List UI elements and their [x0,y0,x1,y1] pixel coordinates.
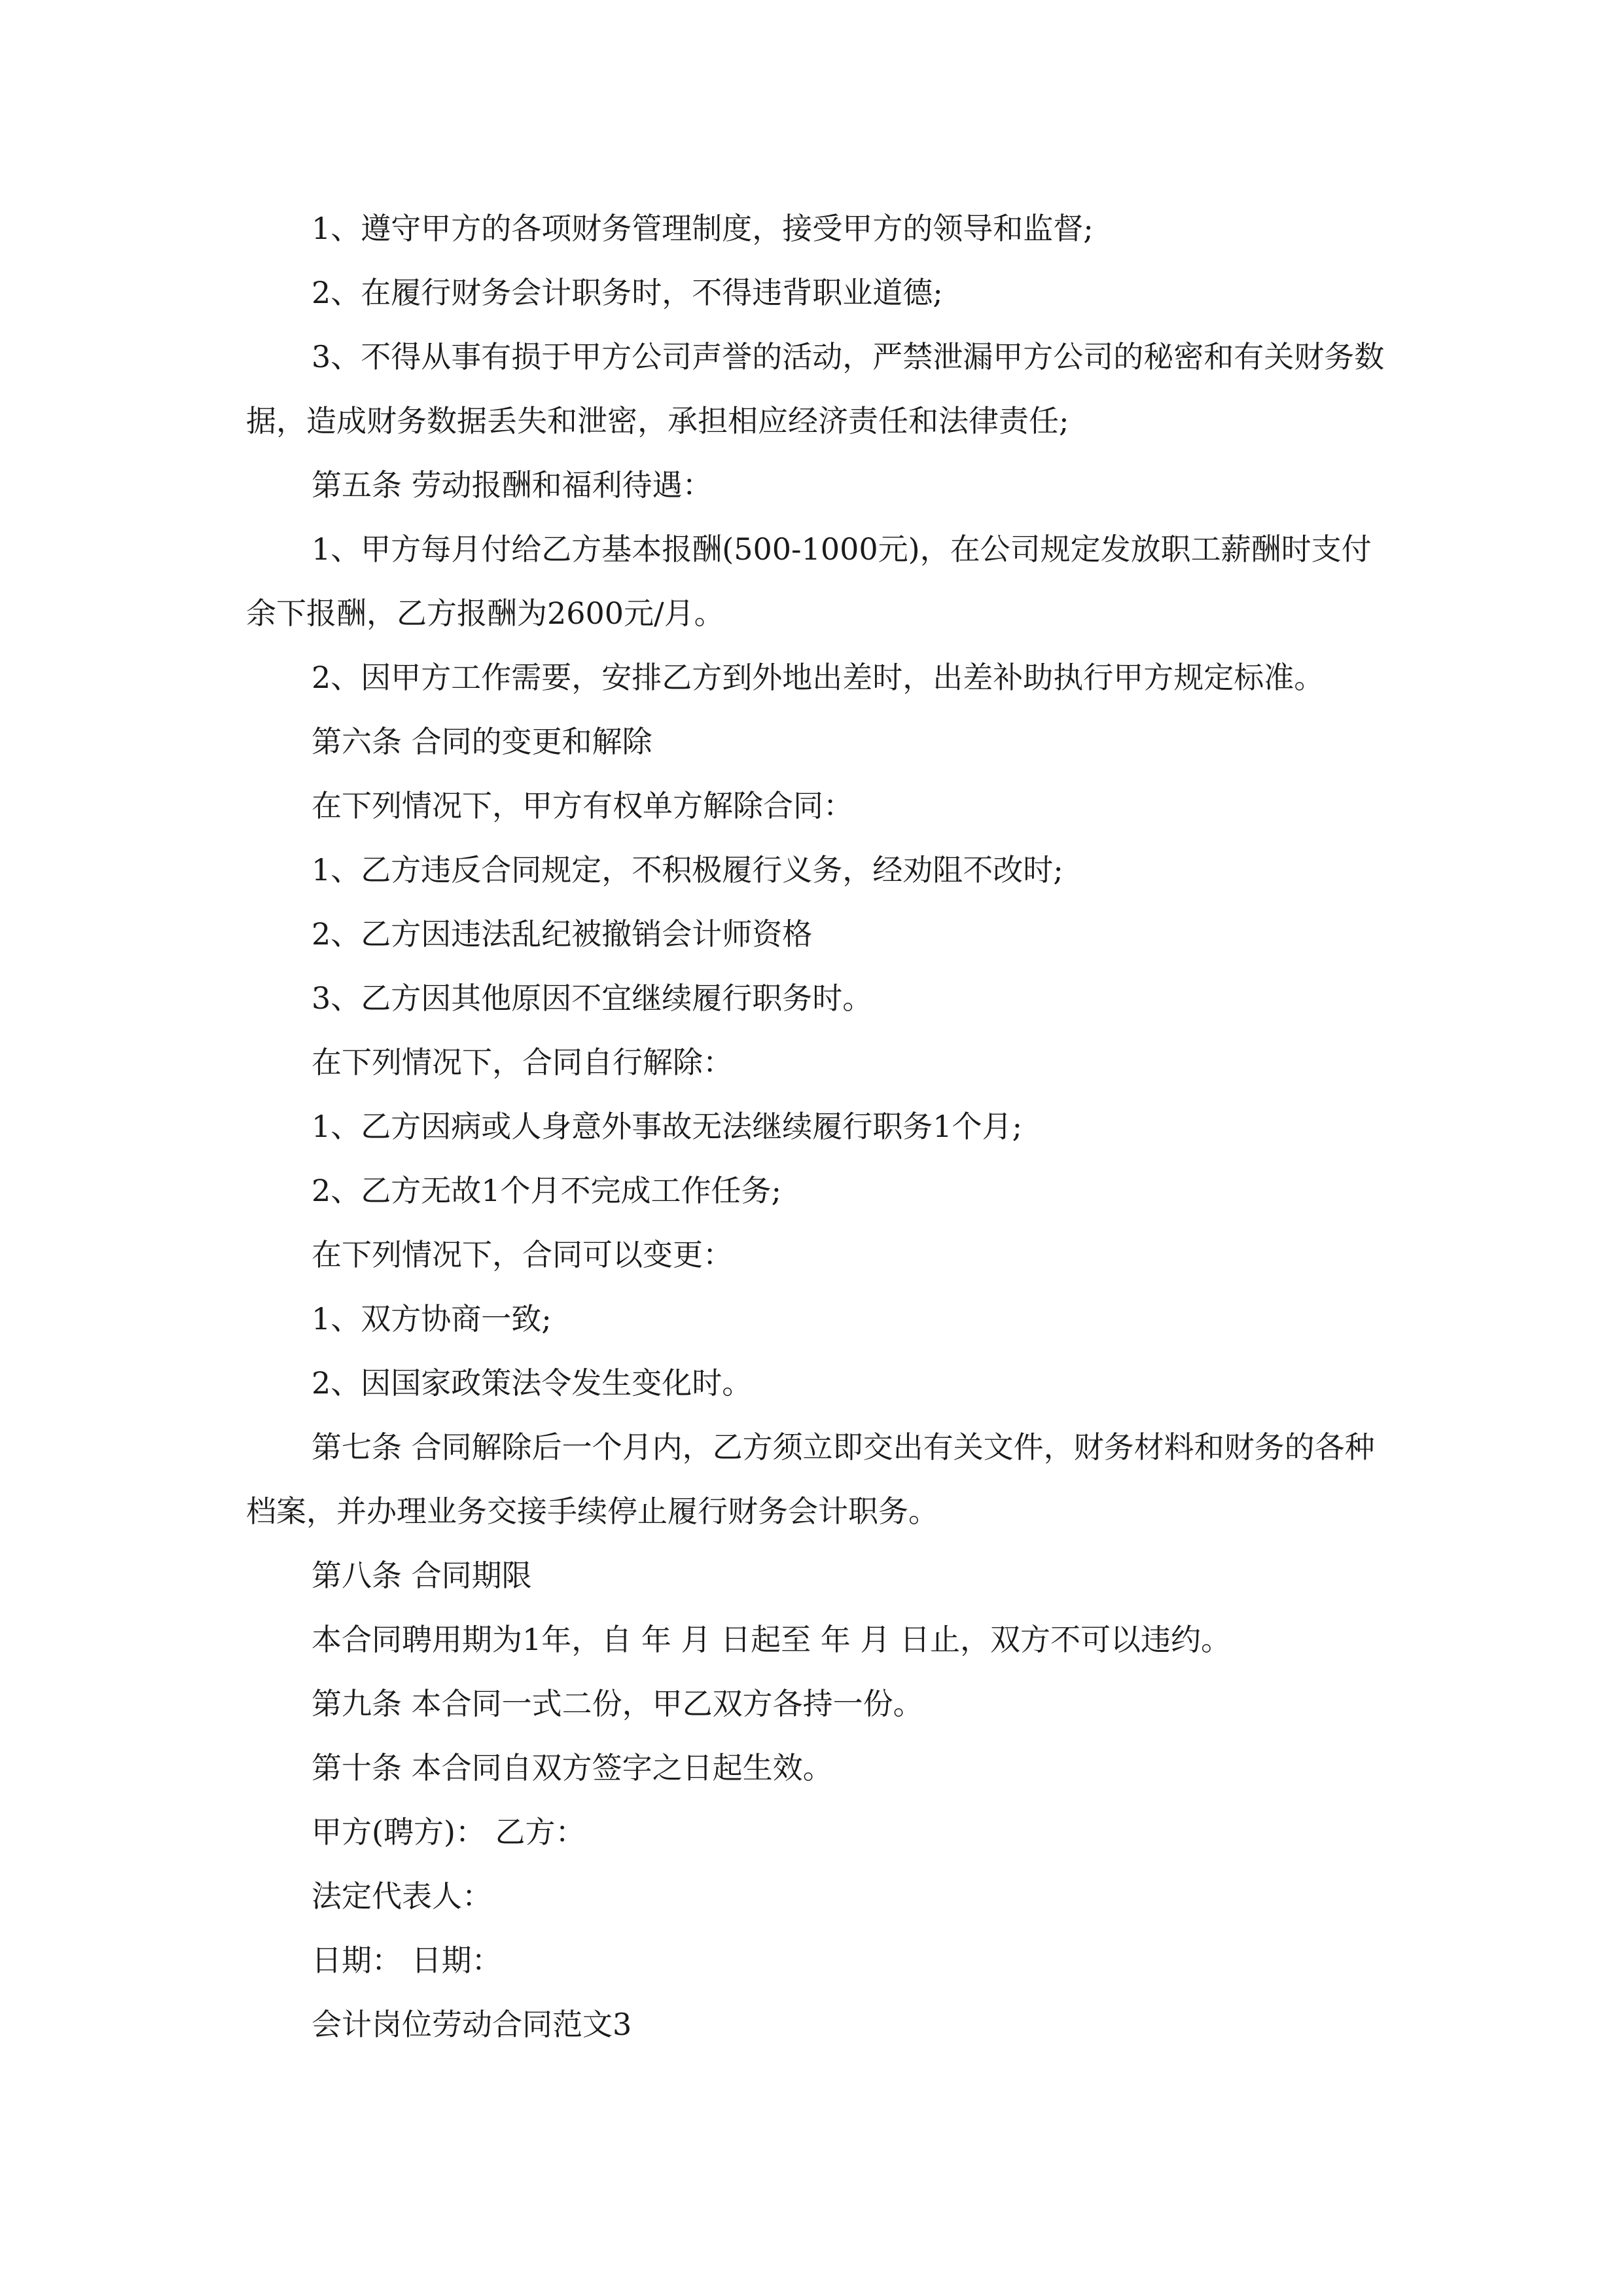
article-5-item-1: 1、甲方每月付给乙方基本报酬(500-1000元)，在公司规定发放职工薪酬时支付余下报酬，乙方报酬为2600元/月。 [246,531,1372,631]
document-body [246,196,1398,2056]
signature-dates: 日期： 日期： [312,1943,502,1978]
termination-item-2: 2、乙方因违法乱纪被撤销会计师资格 [312,916,813,952]
signature-parties: 甲方(聘方)： 乙方： [312,1814,586,1850]
clause-item-1: 1、遵守甲方的各项财务管理制度，接受甲方的领导和监督; [312,211,1094,246]
article-9: 第九条 本合同一式二份，甲乙双方各持一份。 [312,1686,923,1721]
legal-representative: 法定代表人： [312,1878,492,1914]
modification-item-2: 2、因国家政策法令发生变化时。 [312,1365,753,1401]
clause-item-3: 3、不得从事有损于甲方公司声誉的活动，严禁泄漏甲方公司的秘密和有关财务数据，造成财务数据丢失和泄密，承担相应经济责任和法律责任; [246,339,1385,439]
modification-item-1: 1、双方协商一致; [312,1301,552,1336]
modification-intro: 在下列情况下，合同可以变更： [312,1237,733,1272]
clause-item-2: 2、在履行财务会计职务时，不得违背职业道德; [312,275,943,310]
article-5-item-2: 2、因甲方工作需要，安排乙方到外地出差时，出差补助执行甲方规定标准。 [312,660,1325,695]
automatic-termination-item-2: 2、乙方无故1个月不完成工作任务; [312,1173,782,1208]
automatic-termination-item-1: 1、乙方因病或人身意外事故无法继续履行职务1个月; [312,1109,1023,1144]
article-6-heading: 第六条 合同的变更和解除 [312,724,652,759]
termination-item-1: 1、乙方违反合同规定，不积极履行义务，经劝阻不改时; [312,852,1063,888]
next-section-title: 会计岗位劳动合同范文3 [312,2007,632,2042]
termination-item-3: 3、乙方因其他原因不宜继续履行职务时。 [312,980,873,1016]
automatic-termination-intro: 在下列情况下，合同自行解除： [312,1045,733,1080]
contract-term: 本合同聘用期为1年，自 年 月 日起至 年 月 日止，双方不可以违约。 [312,1622,1231,1657]
article-7: 第七条 合同解除后一个月内，乙方须立即交出有关文件，财务材料和财务的各种档案，并办理业务交接手续停止履行财务会计职务。 [246,1429,1375,1529]
article-8-heading: 第八条 合同期限 [312,1558,532,1593]
article-10: 第十条 本合同自双方签字之日起生效。 [312,1750,833,1785]
article-5-heading: 第五条 劳动报酬和福利待遇： [312,467,713,503]
termination-by-party-a-intro: 在下列情况下，甲方有权单方解除合同： [312,788,853,823]
